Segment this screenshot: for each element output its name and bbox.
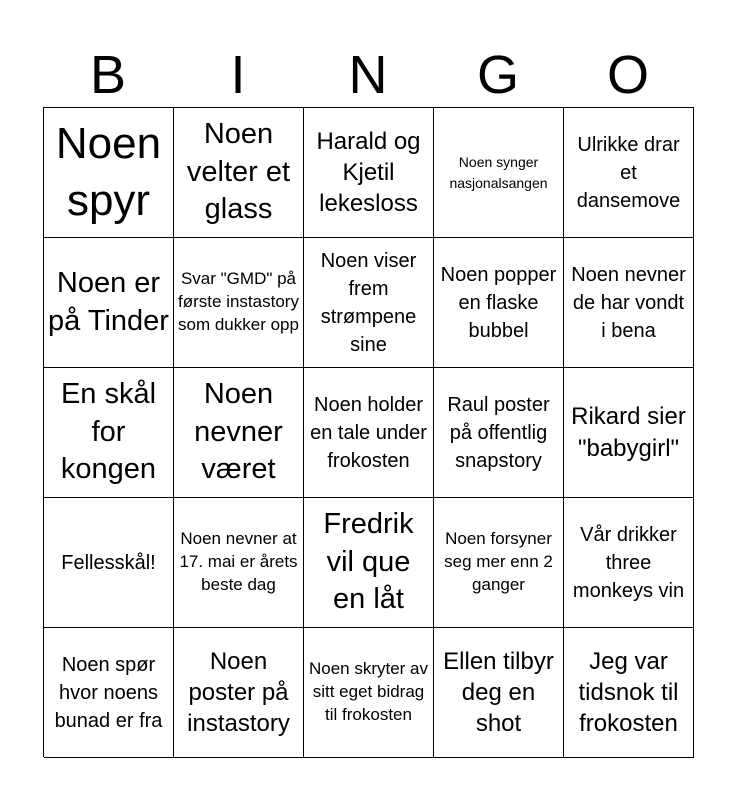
cell-text: Noen holder en tale under frokosten [310, 393, 427, 472]
cell-text: Noen nevner at 17. mai er årets beste dag [179, 529, 298, 594]
bingo-cell[interactable] [44, 108, 174, 238]
bingo-cell[interactable] [174, 238, 304, 368]
cell-text: Noen nevner været [194, 377, 283, 486]
bingo-cell[interactable] [564, 498, 694, 628]
bingo-cell[interactable] [174, 368, 304, 498]
cell-text: Noen poster på instastory [187, 647, 290, 738]
bingo-cell[interactable] [564, 108, 694, 238]
cell-text: Fellesskål! [61, 551, 156, 574]
cell-text: Noen er på Tinder [48, 266, 169, 337]
cell-text: Noen forsyner seg mer enn 2 ganger [444, 529, 553, 594]
cell-text: Noen spyr [55, 119, 162, 225]
cell-text: Vår drikker three monkeys vin [572, 523, 685, 602]
cell-text: Ulrikke drar et dansemove [576, 133, 681, 212]
header-letter-g: G [476, 45, 519, 105]
cell-text: Noen synger nasjonalsangen [449, 153, 548, 191]
cell-text: Svar "GMD" på første instastory som dukker opp [178, 269, 299, 334]
bingo-cell[interactable] [174, 108, 304, 238]
bingo-cell[interactable] [44, 628, 174, 758]
header-letter-b: B [89, 45, 127, 105]
cell-text: Harald og Kjetil lekesloss [316, 127, 421, 218]
bingo-cell[interactable] [434, 368, 564, 498]
cell-text: Noen skryter av sitt eget bidrag til frokosten [308, 659, 429, 724]
cell-text: Ellen tilbyr deg en shot [443, 647, 554, 738]
bingo-cell[interactable] [174, 498, 304, 628]
bingo-cell[interactable] [434, 108, 564, 238]
cell-text: Noen velter et glass [186, 117, 291, 226]
bingo-grid [43, 107, 694, 757]
header-letter-i: I [230, 45, 246, 105]
bingo-cell[interactable] [44, 238, 174, 368]
cell-text: Noen popper en flaske bubbel [440, 263, 557, 342]
cell-text: Rikard sier "babygirl" [571, 403, 686, 462]
bingo-cell[interactable] [434, 498, 564, 628]
bingo-cell[interactable] [44, 498, 174, 628]
cell-text: Noen viser frem strømpene sine [320, 249, 417, 356]
cell-text: Raul poster på offentlig snapstory [447, 393, 550, 472]
cell-text: Jeg var tidsnok til frokosten [578, 647, 679, 738]
bingo-cell[interactable] [304, 368, 434, 498]
bingo-cell[interactable] [564, 368, 694, 498]
header-letter-o: O [606, 45, 649, 105]
cell-text: En skål for kongen [60, 377, 157, 486]
bingo-cell[interactable] [304, 108, 434, 238]
bingo-cell[interactable] [304, 238, 434, 368]
bingo-cell[interactable] [564, 628, 694, 758]
header-letter-n: N [348, 45, 388, 105]
bingo-cell[interactable] [564, 238, 694, 368]
bingo-cell[interactable] [304, 628, 434, 758]
bingo-cell[interactable] [434, 238, 564, 368]
cell-text: Noen spør hvor noens bunad er fra [54, 653, 163, 732]
bingo-header [43, 44, 693, 106]
bingo-cell[interactable] [44, 368, 174, 498]
bingo-cell[interactable] [434, 628, 564, 758]
cell-text: Fredrik vil que en låt [323, 507, 414, 616]
bingo-cell[interactable] [304, 498, 434, 628]
bingo-cell[interactable] [174, 628, 304, 758]
cell-text: Noen nevner de har vondt i bena [571, 263, 686, 342]
